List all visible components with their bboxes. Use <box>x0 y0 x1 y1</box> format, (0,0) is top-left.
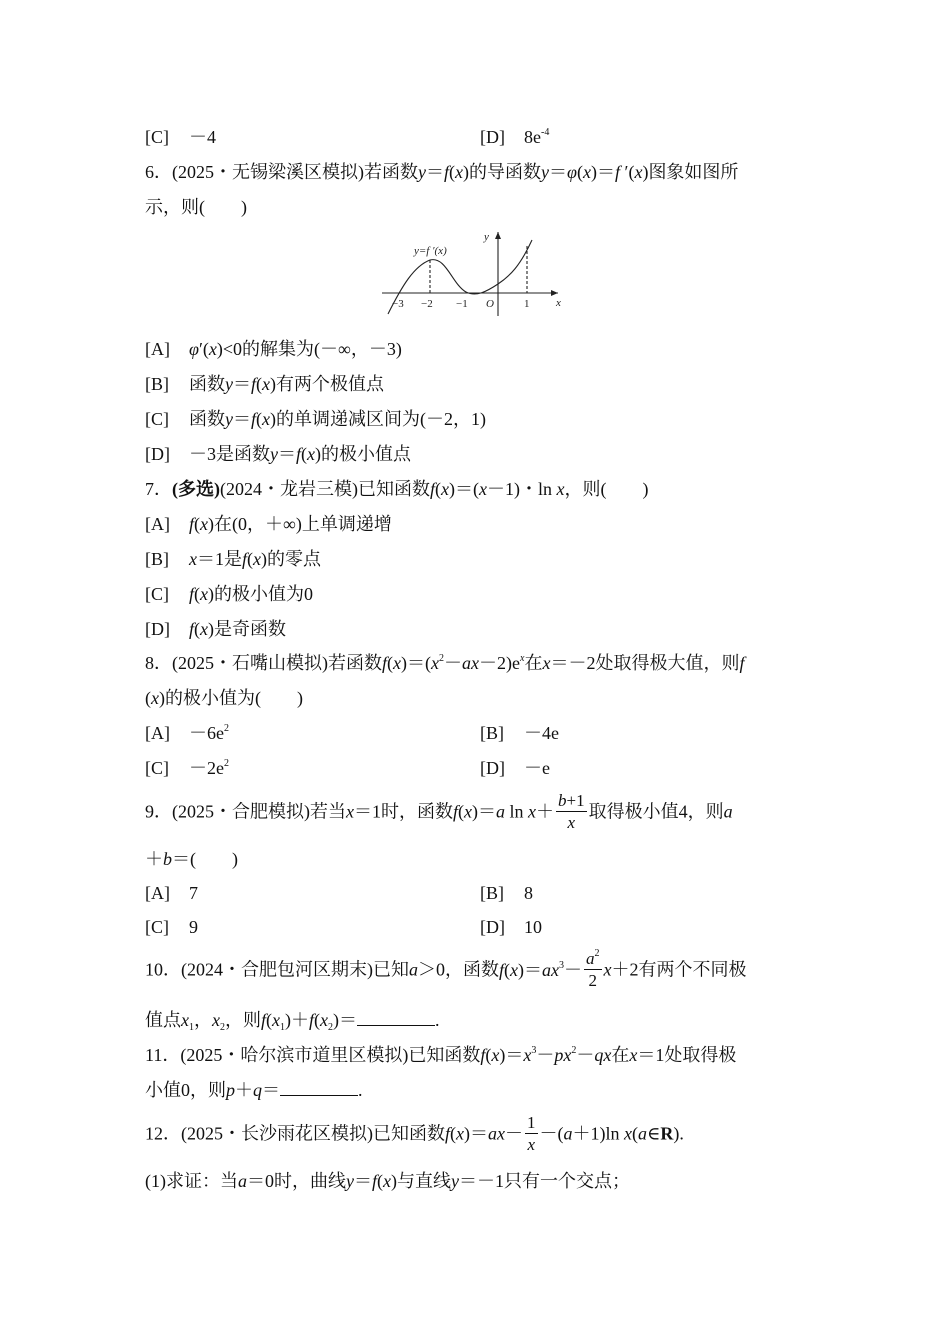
q6-stem-line1: 6．(2025・无锡梁溪区模拟)若函数y＝f(x)的导函数y＝φ(x)＝f ′(x)图象如图所 <box>145 162 739 182</box>
q7-option-c[interactable]: [C] f(x)的极小值为0 <box>145 584 314 604</box>
q6-option-d[interactable]: [D] －3是函数y＝f(x)的极小值点 <box>145 444 412 464</box>
tick-label: 1 <box>524 298 530 310</box>
fraction: $\frac{1}{x}$ <box>527 1113 536 1154</box>
q9-stem-line2: ＋b＝( ) <box>145 849 238 869</box>
q10-stem-line2: 值点$x_1$，$x_2$，则$f(x_1)+f(x_2)=$ . <box>145 1010 440 1033</box>
y-axis-arrow <box>495 232 501 239</box>
answer-blank[interactable] <box>280 1081 358 1096</box>
answer-blank[interactable] <box>357 1011 435 1026</box>
q11-stem-line2: 小值0，则p＋q＝ . <box>145 1080 363 1100</box>
option-exponent: -4 <box>541 127 550 138</box>
q6-option-b[interactable]: [B] 函数y＝f(x)有两个极值点 <box>145 374 385 394</box>
q8-stem-line2: (x)的极小值为( ) <box>145 688 303 708</box>
q8-option-b[interactable]: [B] －4e <box>480 723 559 743</box>
fraction: $\frac{b+1}{x}$ <box>558 791 585 832</box>
q8-option-d[interactable]: [D] －e <box>480 758 550 778</box>
q7-option-d[interactable]: [D] f(x)是奇函数 <box>145 619 287 639</box>
q12-stem: 12．(2025・长沙雨花区模拟)已知函数f(x)＝ax－ $\frac{1}{x}$ －(a＋1)ln x(a∈R). <box>145 1113 684 1154</box>
x-axis-label: x <box>556 297 561 309</box>
option-label: [D] <box>480 127 505 147</box>
q12-sub1: (1)求证：当a＝0时，曲线y＝f(x)与直线y＝－1只有一个交点； <box>145 1171 631 1191</box>
q9-option-b[interactable]: [B] 8 <box>480 883 533 903</box>
y-axis-label: y <box>484 231 489 243</box>
option-label: [C] <box>145 127 169 147</box>
q8-option-c[interactable]: $[C] -2e^2$ <box>145 758 229 778</box>
q8-stem-line1: 8．(2025・石嘴山模拟)若函数$f(x)=(x^2-ax-2)e^x$在x＝－2处取得极大值，则f <box>145 653 745 673</box>
q7-option-a[interactable]: [A] f(x)在(0，＋∞)上单调递增 <box>145 514 392 534</box>
q10-stem-line1: 10．(2024・合肥包河区期末)已知a＞0，函数$f(x)=ax^3-$ $\frac{a^2}{2}$ x＋2有两个不同极 <box>145 948 747 990</box>
tick-label: −1 <box>456 298 468 310</box>
q6-option-c[interactable]: [C] 函数y＝f(x)的单调递减区间为(－2，1) <box>145 409 487 429</box>
tick-label: −3 <box>392 298 404 310</box>
q7-stem: 7．(多选)(2024・龙岩三模)已知函数f(x)＝(x－1)・ln x，则( ) <box>145 479 649 499</box>
curve-label: y=f ′(x) <box>414 245 447 257</box>
tick-label: −2 <box>421 298 433 310</box>
q7-option-b[interactable]: [B] x＝1是f(x)的零点 <box>145 549 322 569</box>
q5-option-d[interactable] <box>480 128 549 146</box>
q6-option-a[interactable]: [A] φ′(x)<0的解集为(－∞，－3) <box>145 339 402 359</box>
option-text: －4 <box>189 127 216 147</box>
q9-option-a[interactable]: [A] 7 <box>145 883 198 903</box>
fraction: $\frac{a^2}{2}$ <box>586 948 600 990</box>
origin-label: O <box>486 298 494 310</box>
q9-option-d[interactable]: [D] 10 <box>480 917 542 937</box>
x-axis-arrow <box>551 290 558 296</box>
q9-option-c[interactable]: [C] 9 <box>145 917 198 937</box>
derivative-graph <box>380 226 570 318</box>
q6-stem-line2: 示，则( ) <box>145 197 247 217</box>
q9-stem-line1: 9．(2025・合肥模拟)若当x＝1时，函数f(x)＝a ln x＋ $\frac{b+1}{x}$ 取得极小值4，则a <box>145 791 733 832</box>
q8-option-a[interactable]: $[A] -6e^2$ <box>145 723 229 743</box>
q11-stem-line1: 11．(2025・哈尔滨市道里区模拟)已知函数$f(x)=x^3-px^2-qx$在x＝1处取得极 <box>145 1045 737 1065</box>
q5-option-c[interactable] <box>145 128 216 146</box>
option-text: 8e <box>524 127 541 147</box>
